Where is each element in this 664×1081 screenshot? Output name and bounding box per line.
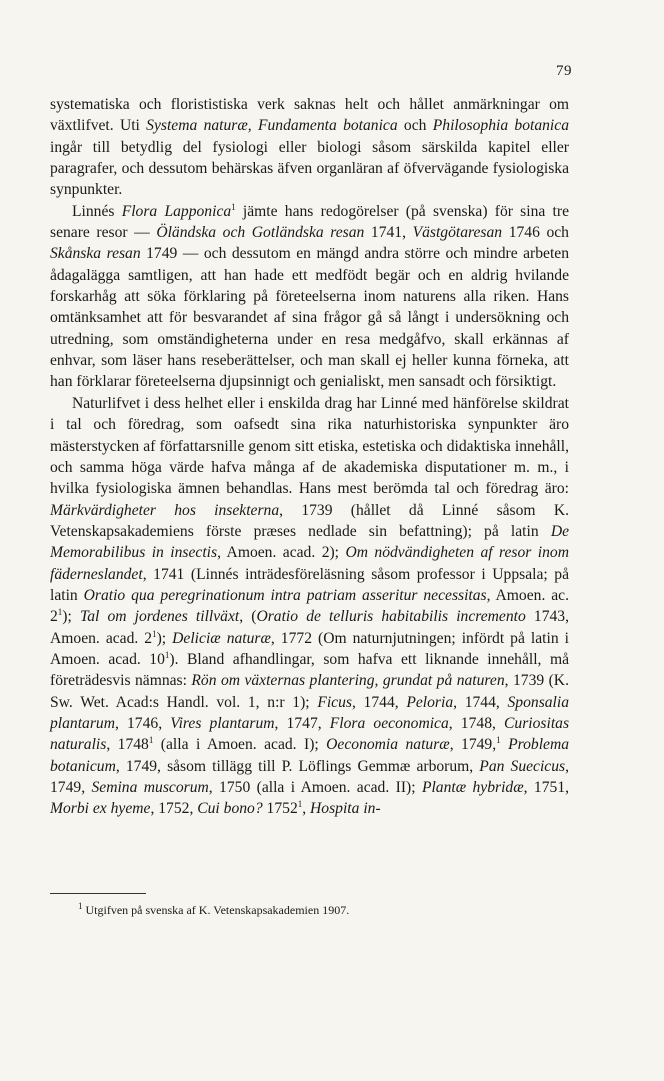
italic-title: Hospita in-	[310, 800, 381, 818]
footnote-reference: 1	[297, 799, 303, 810]
text-run: , 1744,	[453, 693, 508, 711]
italic-title: Peloria	[406, 693, 454, 711]
text-run: , Amoen. ac. 2	[50, 586, 569, 626]
italic-title: Flora Lapponica	[121, 202, 232, 220]
text-run: 1752	[262, 800, 298, 818]
footnote-reference: 1	[496, 735, 501, 746]
text-run: Naturlifvet i dess helhet eller i enskilda drag har Linné med hänförelse skildrat i tal och föredrag, som oafsedt sina rika naturhistoriska synpunkter äro mästerstycken af författarsnille genom sitt etiska, estetiska och didaktiska innehåll, och samma höga värde hafva många af de akademiska disputationer m. m., i hvilka fysiologiska ämnen behandlas. Hans mest berömda tal och föredrag äro:	[50, 394, 569, 498]
footnote-divider	[50, 893, 146, 894]
text-run: , 1744,	[351, 693, 407, 711]
italic-title: Vires plantarum	[170, 714, 275, 732]
text-run: , 1739 (hållet då Linné såsom K. Vetenskapsakademiens förste præses nedlade sin befattning); på latin	[50, 501, 569, 540]
text-run: 1741,	[364, 224, 413, 242]
italic-title: Oratio de telluris habitabilis incremento	[256, 608, 526, 626]
italic-title: Om nödvändigheten af resor inom fäderneslandet	[50, 544, 569, 583]
text-run: , 1746,	[114, 714, 171, 732]
text-run: );	[156, 629, 173, 647]
text-run: , (	[239, 608, 257, 626]
footnote	[78, 903, 558, 918]
text-run: , 1751,	[523, 779, 570, 796]
text-run: 1743, Amoen. acad. 2	[50, 608, 569, 647]
paragraph	[50, 393, 569, 820]
body-text	[50, 94, 569, 820]
text-run: ,	[302, 800, 311, 818]
text-run: Linnés	[72, 202, 122, 220]
italic-title: Pan Suecicus	[479, 757, 566, 775]
italic-title: De Memorabilibus in insectis	[50, 522, 569, 562]
paragraph	[50, 201, 569, 393]
text-run: , 1749,	[449, 736, 497, 754]
text-run: och	[397, 117, 433, 135]
text-run: 1749 — och dessutom en mängd andra större och mindre arbeten ådagalägga samtligen, att han hade ett medfödt begär och en aldrig hvilande forskarhåg att söka förklaring på företeelserna inom naturens alla riken. Hans omtänksamhet att för besvarandet af sina frågor gå så långt i undersökning och utredning, som omständigheterna under en resa medgåfvo, skall erkännas af enhvar, som läser hans reseberättelser, och man skall ej heller kunna förneka, att han förklarar företeelserna djupsinnigt och genialiskt, men sansadt och försiktigt.	[50, 245, 569, 391]
text-run: , 1747,	[274, 714, 330, 732]
italic-title: Curiositas naturalis	[50, 714, 570, 754]
italic-title: Skånska resan	[50, 245, 141, 263]
text-run: , 1752,	[150, 800, 198, 818]
italic-title: Rön om växternas plantering, grundat på naturen	[191, 672, 505, 690]
italic-title: Oratio qua peregrinationum intra patriam asseritur necessitas	[83, 586, 487, 604]
text-run: , 1748,	[448, 714, 505, 732]
italic-title: Ficus	[317, 693, 352, 711]
footnote-marker: 1	[78, 901, 83, 911]
text-run: , 1741 (Linnés inträdesföreläsning såsom professor i Uppsala; på latin	[50, 565, 569, 604]
text-run: jämte hans redogörelser (på svenska) för sina tre senare resor —	[50, 202, 569, 242]
italic-title: Flora oeconomica	[329, 714, 449, 732]
text-run: , Amoen. acad. 2);	[217, 544, 346, 562]
text-run: (alla i Amoen. acad. I);	[153, 736, 327, 754]
italic-title: Problema botanicum	[50, 736, 570, 775]
text-run	[501, 736, 508, 753]
italic-title: Sponsalia plantarum	[50, 693, 570, 732]
italic-title: Västgötaresan	[412, 224, 503, 242]
italic-title: Philosophia botanica	[432, 117, 569, 135]
page-number: 79	[556, 63, 572, 79]
footnote-reference: 1	[152, 628, 157, 639]
text-run: , 1772 (Om naturnjutningen; infördt på latin i Amoen. acad. 10	[50, 629, 569, 668]
text-run: , 1750 (alla i Amoen. acad. II);	[208, 779, 422, 796]
italic-title: Tal om jordenes tillväxt	[79, 608, 240, 626]
text-run: , 1739 (K. Sw. Wet. Acad:s Handl. vol. 1, n:r 1);	[50, 672, 569, 711]
text-run: , 1749,	[50, 757, 569, 796]
text-run: , 1748	[106, 736, 149, 754]
italic-title: Systema naturæ, Fundamenta botanica	[146, 117, 398, 135]
italic-title: Deliciæ naturæ	[172, 629, 271, 647]
italic-title: Plantæ hybridæ	[421, 779, 524, 796]
italic-title: Morbi ex hyeme	[50, 800, 151, 818]
footnote-text: Utgifven på svenska af K. Vetenskapsakademien 1907.	[85, 903, 350, 917]
italic-title: Öländska och Gotländska resan	[156, 224, 365, 242]
text-run: systematiska och florististiska verk saknas helt och hållet anmärkningar om växtlifvet. Uti	[50, 96, 569, 135]
text-run: , 1749, såsom tillägg till P. Löflings Gemmæ arborum,	[115, 757, 480, 775]
italic-title: Cui bono?	[197, 800, 263, 818]
text-run: 1746 och	[502, 224, 569, 242]
text-run: );	[62, 608, 80, 626]
footnote-reference: 1	[57, 607, 63, 618]
italic-title: Semina muscorum	[91, 779, 209, 796]
text-run: ). Bland afhandlingar, som hafva ett liknande innehåll, må företrädesvis nämnas:	[50, 650, 569, 690]
footnote-reference: 1	[148, 735, 154, 746]
italic-title: Märkvärdigheter hos insekterna	[50, 501, 280, 519]
italic-title: Oeconomia naturæ	[326, 736, 450, 754]
footnote-reference: 1	[231, 201, 236, 212]
paragraph	[50, 94, 569, 201]
text-run: ingår till betydlig del fysiologi eller biologi såsom särskilda kapitel eller paragrafer, och dessutom behärskas äfven organläran af öfvervägande fysiologiska synpunkter.	[50, 138, 569, 199]
footnote-reference: 1	[164, 649, 170, 660]
